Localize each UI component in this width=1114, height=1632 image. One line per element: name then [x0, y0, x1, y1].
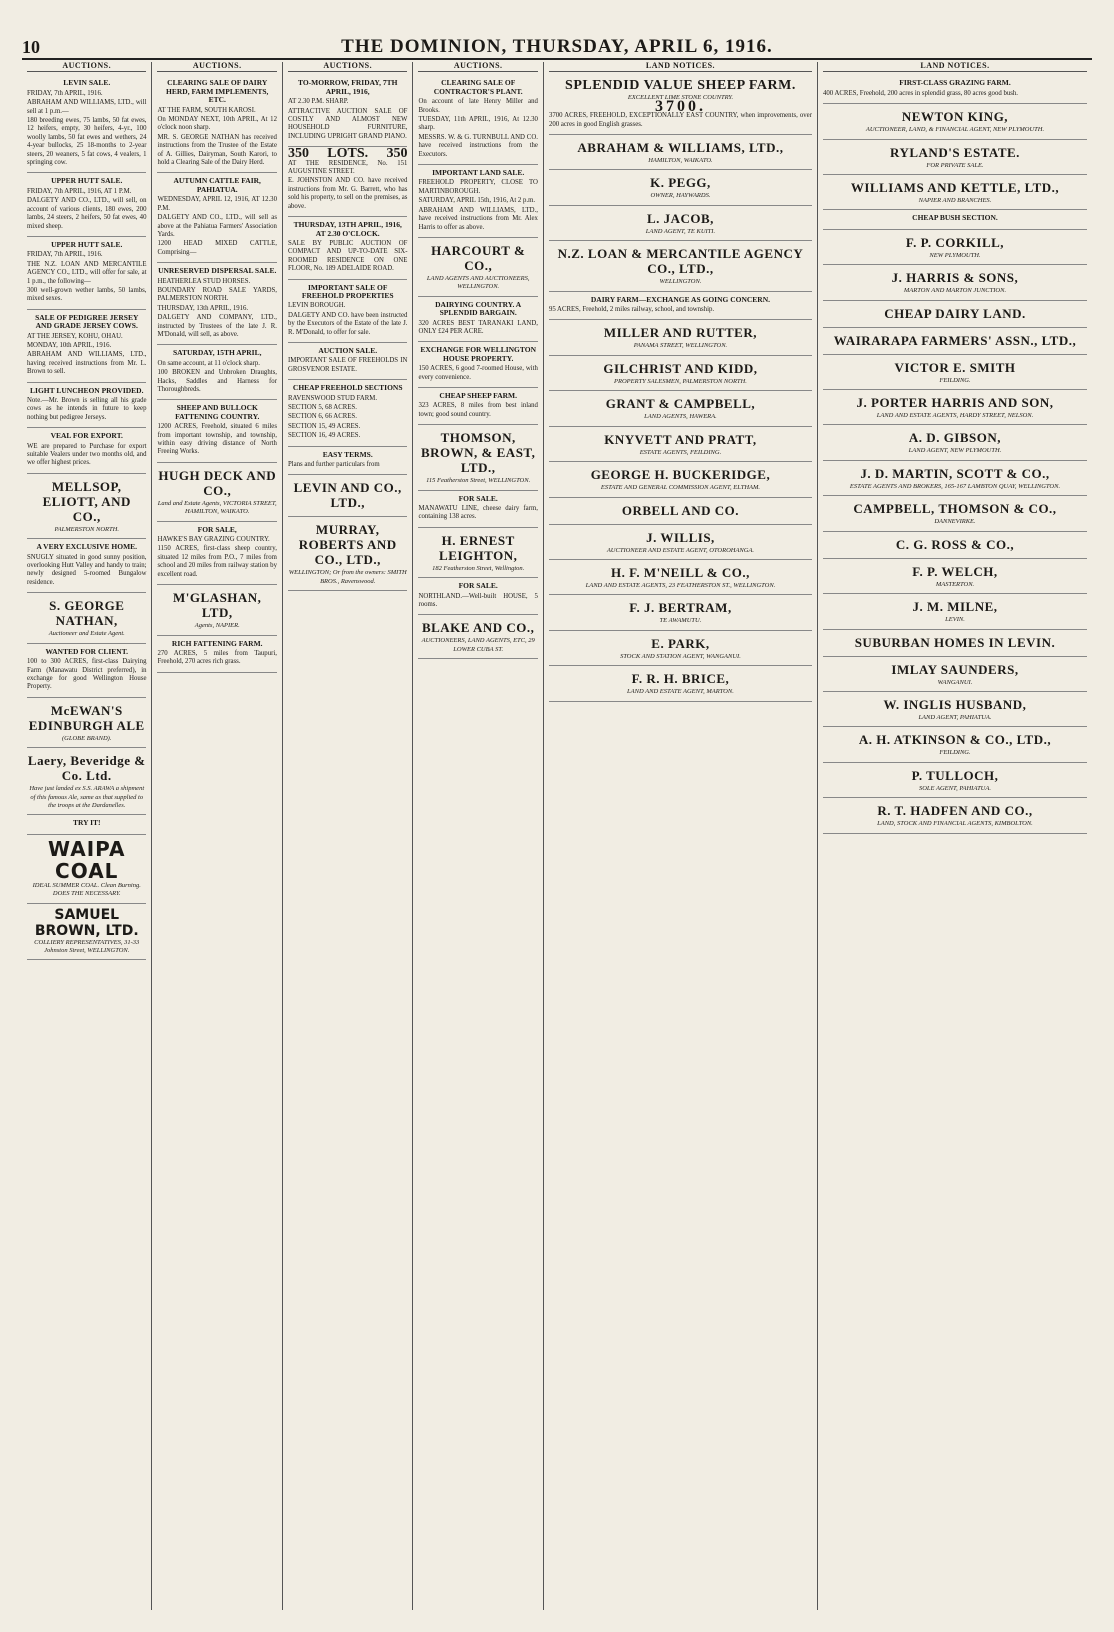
ad-body-text: TUESDAY, 11th APRIL, 1916, At 12.30 sharp.: [418, 116, 538, 132]
ad-heading: WANTED FOR CLIENT.: [45, 646, 129, 656]
advertisement: [823, 559, 1087, 594]
advertiser-name: J. HARRIS & SONS,: [891, 270, 1019, 286]
ad-body-text: SNUGLY situated in good sunny position, overlooking Hutt Valley and handy to train; newly designed 5-roomed Bungalow residence.: [27, 553, 147, 586]
advertisement: [549, 427, 812, 462]
advertiser-name: CHEAP DAIRY LAND.: [884, 305, 1026, 321]
advertisement: [288, 147, 407, 217]
advertiser-address: AUCTIONEER AND ESTATE AGENT, OTOROHANGA.: [606, 546, 755, 554]
advertisement: [157, 522, 276, 585]
advertisement: [157, 75, 276, 173]
ad-body-text: DALGETY AND CO., LTD., will sell, on account of various clients, 180 ewes, 200 lambs, 24 steers, 2 heifers, 50 fat ewes, 40 mixed sheep.: [27, 197, 147, 230]
ad-body-text: E. JOHNSTON AND CO. have received instructions from Mr. G. Barrett, who has sold his property, to sell on the premises, as above.: [287, 177, 408, 210]
advertisement: [27, 173, 146, 236]
advertisement: [27, 815, 146, 834]
advertisement: [823, 461, 1087, 496]
advertiser-address: LAND, STOCK AND FINANCIAL AGENTS, KIMBOLTON.: [877, 820, 1033, 828]
lots-text: LOTS.: [327, 146, 369, 162]
advertisement: [549, 356, 812, 391]
column-1: [22, 62, 152, 1610]
advertiser-address: Land and Estate Agents, VICTORIA STREET, HAMILTON, WAIKATO.: [157, 499, 277, 516]
column-2: [152, 62, 282, 1610]
advertiser-address: AUCTIONEERS, LAND AGENTS, ETC, 29 LOWER CUBA ST.: [421, 637, 535, 653]
advertisement: [27, 835, 146, 904]
advertisement: [823, 265, 1087, 300]
ad-body-text: ATTRACTIVE AUCTION SALE OF COSTLY AND ALMOST NEW HOUSEHOLD FURNITURE, INCLUDING UPRIGHT GRAND PIANO.: [287, 107, 408, 140]
advertiser-address: PROPERTY SALESMEN, PALMERSTON NORTH.: [614, 377, 747, 385]
ad-heading: FOR SALE,: [197, 524, 237, 534]
advertiser-address: ESTATE AGENTS AND BROKERS, 165-167 LAMBTON QUAY, WELLINGTON.: [849, 482, 1061, 490]
ad-body-text: On same account, at 11 o'clock sharp.: [157, 359, 260, 367]
advertiser-logo: WAIPA COAL: [48, 836, 126, 883]
advertisement: [549, 595, 812, 630]
advertiser-name: MURRAY, ROBERTS AND CO., LTD.,: [298, 522, 397, 568]
advertiser-name: M'GLASHAN, LTD,: [173, 590, 262, 621]
advertisement: [823, 630, 1087, 657]
advertiser-address: LAND AND ESTATE AGENTS, 23 FEATHERSTON ST., WELLINGTON.: [585, 581, 776, 589]
advertiser-name: F. R. H. BRICE,: [631, 671, 730, 687]
advertisement: [549, 241, 812, 291]
advertisement: [418, 238, 537, 297]
advertiser-name: C. G. ROSS & CO.,: [895, 536, 1015, 552]
ad-body-text: 1200 ACRES, Freehold, situated 6 miles from important township, and township, within easy driving distance of North Freeing Works.: [157, 423, 277, 456]
ad-body-text: 100 BROKEN and Unbroken Draughts, Hacks, Saddles and Harness for Thoroughbreds.: [157, 369, 277, 393]
ad-body-text: AT THE JERSEY, KOHU, OHAU.: [27, 332, 123, 340]
ad-heading: UNRESERVED DISPERSAL SALE.: [158, 266, 277, 276]
ad-banner-heading: SPLENDID VALUE SHEEP FARM.: [565, 78, 796, 94]
advertisement: [418, 491, 537, 528]
advertiser-address: LAND AGENT, TE KUITI.: [645, 227, 716, 235]
advertiser-name: GILCHRIST AND KIDD,: [603, 360, 758, 376]
ad-body-text: 323 ACRES, 8 miles from best inland town; good sound country.: [418, 402, 538, 418]
ad-heading: VEAL FOR EXPORT.: [50, 431, 123, 441]
newspaper-title: THE DOMINION, THURSDAY, APRIL 6, 1916.: [341, 36, 773, 57]
advertiser-name: CAMPBELL, THOMSON & CO.,: [853, 501, 1057, 517]
ad-heading: A VERY EXCLUSIVE HOME.: [36, 542, 138, 552]
ad-heading: CLEARING SALE OF DAIRY HERD, FARM IMPLEMENTS, ETC.: [166, 78, 269, 105]
advertiser-name: THOMSON, BROWN, & EAST, LTD.,: [421, 430, 536, 476]
advertisement: [823, 230, 1087, 265]
masthead: [22, 30, 1092, 60]
ad-body-text: 180 breeding ewes, 75 lambs, 50 fat ewes, 12 heifers, empty, 30 heifers, 4-yr., 100 woolly lambs, 50 fat ewes and wethers, 24 4-year bullocks, 25 18-months to 2-year steers, 20 weaners, 5 fat cows, 4 vealers, 1 springing cow.: [27, 117, 147, 167]
advertisement: [823, 175, 1087, 210]
advertisement: [157, 585, 276, 635]
advertisement: [823, 798, 1087, 833]
advertiser-address: LAND AGENTS, HAWERA.: [644, 413, 717, 421]
advertiser-address: DANNEVIRKE.: [934, 518, 976, 526]
ad-heading: IMPORTANT SALE OF FREEHOLD PROPERTIES: [301, 282, 394, 300]
advertiser-address: 115 Featherston Street, WELLINGTON.: [426, 477, 531, 485]
advertiser-name: J. PORTER HARRIS AND SON,: [856, 395, 1054, 411]
ad-heading: LIGHT LUNCHEON PROVIDED.: [30, 385, 144, 395]
ad-body-text: On account of late Henry Miller and Brooks.: [418, 98, 538, 114]
advertiser-name: N.Z. LOAN & MERCANTILE AGENCY CO., LTD.,: [557, 246, 804, 277]
ad-body-text: DALGETY AND CO., LTD., will sell as above at the Pahiatua Farmers' Association Yards.: [157, 214, 277, 238]
advertiser-name: H. ERNEST LEIGHTON,: [439, 532, 518, 563]
advertiser-name: J. D. MARTIN, SCOTT & CO.,: [860, 465, 1050, 481]
advertisement: [288, 447, 407, 476]
advertisement: [418, 75, 537, 165]
advertiser-name: A. H. ATKINSON & CO., LTD.,: [858, 732, 1052, 748]
ad-heading: IMPORTANT LAND SALE.: [432, 168, 525, 178]
advertiser-name: L. JACOB,: [646, 210, 714, 226]
ad-heading: AUCTION SALE.: [318, 345, 378, 355]
advertiser-name: HUGH DECK AND CO.,: [158, 467, 277, 498]
advertiser-name: GRANT & CAMPBELL,: [605, 396, 756, 412]
advertiser-name: F. P. WELCH,: [912, 563, 998, 579]
advertiser-name: NEWTON KING,: [901, 109, 1009, 125]
advertiser-address: PALMERSTON NORTH.: [54, 525, 119, 533]
column-heading: LAND NOTICES.: [823, 62, 1087, 72]
ad-heading: LEVIN SALE.: [63, 78, 111, 88]
advertisement: [157, 636, 276, 673]
lots-text: 350: [386, 146, 408, 162]
ad-body-text: FRIDAY, 7th APRIL, 1916.: [27, 251, 103, 259]
ad-body-text: SECTION 6, 66 ACRES.: [287, 413, 357, 421]
advertisement: [418, 578, 537, 615]
advertiser-name: LEVIN AND CO., LTD.,: [293, 480, 402, 511]
advertisement: [823, 727, 1087, 762]
advertiser-name: MELLSOP, ELIOTT, AND CO.,: [42, 478, 131, 524]
advertiser-name: RYLAND'S ESTATE.: [890, 144, 1020, 160]
advertisement: [418, 342, 537, 388]
column-5: [544, 62, 818, 1610]
ad-body-text: MR. S. GEORGE NATHAN has received instructions from the Trustee of the Estate of A. Gillies, Dairyman, South Karori, to hold a Clearing Sale of the Dairy Herd.: [157, 133, 277, 167]
advertisement: [823, 692, 1087, 727]
ad-body-text: AT THE FARM, SOUTH KAROSI.: [157, 106, 256, 114]
advertisement: [27, 904, 146, 961]
advertiser-address: IDEAL SUMMER COAL. Clean Burning. DOES THE NECESSARY.: [32, 881, 141, 898]
advertiser-name: WAIRARAPA FARMERS' ASSN., LTD.,: [833, 332, 1077, 348]
column-heading: AUCTIONS.: [288, 62, 407, 72]
advertisement: [823, 390, 1087, 425]
advertisement: [823, 532, 1087, 559]
ad-heading: SATURDAY, 15TH APRIL,: [172, 348, 262, 358]
ad-heading: EXCHANGE FOR WELLINGTON HOUSE PROPERTY.: [420, 345, 536, 363]
advertiser-name: J. M. MILNE,: [912, 599, 998, 615]
advertisement: [157, 400, 276, 462]
ad-body-text: On MONDAY NEXT, 10th APRIL, At 12 o'clock noon sharp.: [157, 116, 277, 132]
advertiser-name: P. TULLOCH,: [911, 767, 999, 783]
ad-body-text: MESSRS. W. & G. TURNBULL AND CO. have received instructions from the Executors.: [418, 133, 538, 158]
ad-body-text: Note.—Mr. Brown is selling all his grade cows as he intends in future to keep nothing but pedigree Jerseys.: [27, 397, 147, 421]
advertisement: [288, 343, 407, 380]
advertisement: [823, 657, 1087, 692]
advertisement: [823, 140, 1087, 175]
ad-body-text: 300 well-grown wether lambs, 50 lambs, mixed sexes.: [27, 286, 147, 303]
page-number: 10: [22, 37, 40, 57]
advertiser-logo: SAMUEL BROWN, LTD.: [34, 906, 139, 939]
advertiser-name: R. T. HADFEN AND CO.,: [877, 803, 1033, 819]
ad-heading: TRY IT!: [72, 818, 101, 828]
ad-body-text: ABRAHAM AND WILLIAMS, LTD., will sell at 1 p.m.—: [27, 99, 147, 115]
advertiser-address: ESTATE AND GENERAL COMMISSION AGENT, ELTHAM.: [600, 484, 761, 492]
advertiser-name: K. PEGG,: [650, 175, 711, 191]
advertiser-name: F. P. CORKILL,: [905, 234, 1005, 250]
advertisement: [157, 463, 276, 522]
advertiser-address: MASTERTON.: [935, 580, 975, 588]
advertisement: [823, 104, 1087, 139]
advertisement: [549, 170, 812, 205]
acreage-figure: 3700.: [654, 97, 706, 115]
ad-heading: AUTUMN CATTLE FAIR, PAHIATUA.: [173, 176, 261, 194]
advertisement: [549, 75, 812, 135]
advertisement: [823, 301, 1087, 328]
ad-body-text: FRIDAY, 7th APRIL, 1916.: [27, 89, 103, 97]
advertiser-address: FOR PRIVATE SALE.: [926, 161, 984, 169]
column-4: [413, 62, 543, 1610]
advertiser-name: S. GEORGE NATHAN,: [49, 598, 125, 629]
ad-body-text: WE are prepared to Purchase for export suitable Vealers under two months old, and we offer highest prices.: [27, 442, 147, 467]
ad-body-text: 95 ACRES, Freehold, 2 miles railway, school, and township.: [548, 306, 715, 314]
advertiser-address: Agents, NAPIER.: [194, 622, 240, 630]
ad-body-text: 270 ACRES, 5 miles from Taupuri, Freehold, 270 acres rich grass.: [157, 649, 277, 666]
ad-heading: RICH FATTENING FARM.: [171, 638, 263, 648]
advertiser-address: FEILDING.: [939, 376, 971, 384]
ad-body-text: ABRAHAM AND WILLIAMS, LTD., have received instructions from Mr. Alex Harris to offer as above.: [418, 206, 538, 231]
advertisement: [823, 75, 1087, 104]
advertiser-address: NAPIER AND BRANCHES.: [918, 197, 992, 205]
column-heading: AUCTIONS.: [27, 62, 146, 72]
advertisement: [823, 496, 1087, 531]
ad-body-text: THE N.Z. LOAN AND MERCANTILE AGENCY CO., LTD., will offer for sale, at 1 p.m., the following—: [27, 260, 147, 285]
ad-body-text: HAWKE'S BAY GRAZING COUNTRY.: [157, 536, 270, 544]
advertisement: [27, 383, 146, 429]
advertiser-address: NEW PLYMOUTH.: [929, 251, 981, 259]
ad-body-text: SECTION 5, 68 ACRES.: [287, 404, 357, 411]
advertiser-address: TE AWAMUTU.: [659, 617, 702, 625]
advertisement: [157, 345, 276, 400]
ad-heading: DAIRYING COUNTRY. A SPLENDID BARGAIN.: [435, 299, 522, 318]
advertisement: [288, 380, 407, 446]
advertiser-address: OWNER, HAYWARDS.: [650, 192, 711, 200]
ad-heading: TO-MORROW, FRIDAY, 7TH APRIL, 1916,: [297, 78, 398, 96]
column-3: [283, 62, 413, 1610]
advertisement: [823, 425, 1087, 460]
advertiser-address: FEILDING.: [939, 749, 971, 757]
advertisement: [288, 280, 407, 343]
advertiser-address: WELLINGTON; Or from the owners: SMITH BROS., Ravenswood.: [288, 569, 407, 585]
advertiser-address: (GLOBE BRAND).: [62, 734, 112, 742]
advertiser-name: H. F. M'NEILL & CO.,: [611, 564, 750, 580]
advertiser-name: VICTOR E. SMITH: [894, 359, 1016, 375]
ad-body-text: MONDAY, 10th APRIL, 1916.: [27, 341, 112, 349]
advertiser-address: EXCELLENT LIME STONE COUNTRY.: [627, 94, 734, 102]
ad-body-text: SECTION 16, 49 ACRES.: [287, 432, 361, 440]
advertisement: [418, 388, 537, 425]
ad-body-text: SECTION 15, 49 ACRES.: [287, 422, 361, 430]
ad-body-text: FRIDAY, 7th APRIL, 1916, AT 1 P.M.: [27, 187, 132, 195]
ad-heading: UPPER HUTT SALE.: [51, 239, 123, 249]
advertisement: [27, 75, 146, 173]
column-heading: AUCTIONS.: [157, 62, 276, 72]
lots-banner: [287, 146, 408, 162]
advertiser-address: LAND AGENT, NEW PLYMOUTH.: [908, 447, 1002, 455]
ad-body-text: 100 to 300 ACRES, first-class Dairying Farm (Manawatu District preferred), in exchange for good Wellington House Property.: [27, 658, 147, 691]
advertisement: [27, 237, 146, 310]
ad-heading: FIRST-CLASS GRAZING FARM.: [899, 78, 1011, 88]
advertisement: [157, 173, 276, 263]
ad-body-text: 150 ACRES, 6 good 7-roomed House, with every convenience.: [418, 365, 538, 381]
advertiser-address: WELLINGTON.: [659, 278, 702, 286]
ad-heading: SALE OF PEDIGREE JERSEY AND GRADE JERSEY COWS.: [35, 312, 139, 331]
advertiser-name: E. PARK,: [651, 635, 710, 651]
ad-heading: FOR SALE.: [458, 581, 498, 591]
advertisement: [418, 297, 537, 343]
advertisement: [549, 462, 812, 497]
ad-body-text: LEVIN BOROUGH.: [287, 302, 346, 310]
advertisement: [288, 517, 407, 591]
advertiser-address: LAND AND ESTATE AGENT, MARTON.: [627, 688, 734, 696]
advertiser-name: WILLIAMS AND KETTLE, LTD.,: [850, 180, 1060, 196]
advertisement: [288, 217, 407, 279]
advertisement: [549, 320, 812, 355]
ad-body-text: 3700 ACRES, FREEHOLD, EXCEPTIONALLY EAST COUNTRY, when improvements, over 200 acres in good English grasses.: [548, 112, 812, 128]
ad-body-text: 320 ACRES BEST TARANAKI LAND, ONLY £24 PER ACRE.: [418, 319, 538, 335]
ad-heading: DAIRY FARM—EXCHANGE AS GOING CONCERN.: [590, 294, 771, 304]
advertisement: [549, 292, 812, 321]
advertiser-address: PANAMA STREET, WELLINGTON.: [633, 342, 728, 350]
advertiser-address: COLLIERY REPRESENTATIVES, 31-33 Johnston Street, WELLINGTON.: [34, 938, 140, 954]
advertisement: [823, 763, 1087, 798]
advertiser-name: ABRAHAM & WILLIAMS, LTD.,: [577, 140, 784, 156]
ad-body-text: SATURDAY, APRIL 15th, 1916, At 2 p.m.: [418, 197, 536, 205]
advertiser-name: McEWAN'S EDINBURGH ALE: [28, 702, 145, 733]
ad-body-text: NORTHLAND.—Well-built HOUSE, 5 rooms.: [418, 592, 538, 609]
advertisement: [418, 528, 537, 578]
advertisement: [823, 210, 1087, 229]
advertiser-address: LAND AGENT, PAHIATUA.: [918, 713, 992, 721]
advertisement: [823, 328, 1087, 355]
advertisement: [418, 425, 537, 490]
columns-container: [22, 62, 1092, 1610]
advertisement: [823, 594, 1087, 629]
column-heading: LAND NOTICES.: [549, 62, 812, 72]
advertiser-name: ORBELL AND CO.: [621, 502, 740, 518]
ad-body-text: FREEHOLD PROPERTY, CLOSE TO MARTINBOROUGH.: [418, 179, 538, 195]
advertiser-name: SUBURBAN HOMES IN LEVIN.: [854, 634, 1056, 650]
advertiser-name: Laery, Beveridge & Co. Ltd.: [27, 753, 146, 784]
advertiser-address: AUCTIONEER, LAND, & FINANCIAL AGENT, NEW PLYMOUTH.: [865, 126, 1045, 134]
advertisement: [288, 75, 407, 147]
ad-body-text: HEATHERLEA STUD HORSES.: [157, 277, 251, 285]
advertisement: [27, 748, 146, 815]
advertiser-name: W. INGLIS HUSBAND,: [883, 696, 1027, 712]
advertisement: [27, 698, 146, 748]
advertisement: [549, 498, 812, 525]
advertiser-name: BLAKE AND CO.,: [421, 620, 535, 636]
ad-body-text: RAVENSWOOD STUD FARM.: [287, 394, 378, 402]
advertiser-name: A. D. GIBSON,: [908, 430, 1002, 446]
advertisement: [549, 206, 812, 241]
advertisement: [418, 615, 537, 659]
advertisement: [549, 135, 812, 170]
advertiser-address: Have just landed ex S.S. ARAWA a shipment of this famous Ale, same as that supplied to the troops at the Dardanelles.: [29, 785, 145, 809]
ad-body-text: AT THE RESIDENCE, No. 151 AUGUSTINE STREET.: [287, 159, 408, 176]
ad-body-text: THURSDAY, 13th APRIL, 1916.: [157, 304, 249, 312]
ad-heading: CLEARING SALE OF CONTRACTOR'S PLANT.: [433, 78, 523, 96]
advertiser-address: SOLE AGENT, PAHIATUA.: [918, 784, 991, 792]
advertiser-name: IMLAY SAUNDERS,: [891, 661, 1019, 677]
advertisement: [27, 474, 146, 539]
advertiser-name: KNYVETT AND PRATT,: [604, 431, 757, 447]
advertisement: [27, 644, 146, 698]
advertiser-address: 182 Featherston Street, Wellington.: [432, 564, 525, 572]
ad-body-text: MANAWATU LINE, cheese dairy farm, containing 138 acres.: [418, 505, 538, 521]
advertiser-name: MILLER AND RUTTER,: [603, 325, 757, 341]
advertisement: [823, 355, 1087, 390]
ad-body-text: DALGETY AND CO. have been instructed by the Executors of the Estate of the late J. R. M'Donald, to offer for sale.: [287, 311, 408, 336]
advertiser-address: LAND AND ESTATE AGENTS, HARDY STREET, NELSON.: [876, 412, 1034, 420]
ad-body-text: SALE BY PUBLIC AUCTION OF COMPACT AND UP-TO-DATE SIX-ROOMED RESIDENCE ON ONE FLOOR, No. 189 ADELAIDE ROAD.: [287, 239, 408, 273]
ad-heading: UPPER HUTT SALE.: [51, 176, 123, 186]
ad-heading: SHEEP AND BULLOCK FATTENING COUNTRY.: [175, 403, 260, 421]
advertiser-name: J. WILLIS,: [646, 529, 715, 545]
advertiser-address: HAMILTON, WAIKATO.: [648, 157, 713, 165]
advertisement: [27, 310, 146, 383]
ad-body-text: DALGETY AND COMPANY, LTD., instructed by Trustees of the late J. R. M'Donald, will sell, as above.: [157, 314, 277, 338]
ad-body-text: ABRAHAM AND WILLIAMS, LTD., having received instructions from Mr. L. Brown to sell.: [27, 351, 147, 376]
ad-heading: CHEAP BUSH SECTION.: [912, 213, 998, 223]
advertisement: [27, 428, 146, 474]
ad-body-text: Plans and further particulars from: [287, 461, 380, 469]
advertisement: [549, 391, 812, 426]
column-heading: AUCTIONS.: [418, 62, 537, 72]
ad-body-text: 1200 HEAD MIXED CATTLE, Comprising—: [157, 240, 277, 256]
advertiser-address: LAND AGENTS AND AUCTIONEERS, WELLINGTON.: [426, 274, 530, 291]
advertiser-name: F. J. BERTRAM,: [629, 600, 732, 616]
ad-body-text: BOUNDARY ROAD SALE YARDS, PALMERSTON NORTH.: [157, 286, 277, 303]
advertiser-name: HARCOURT & CO.,: [431, 242, 526, 273]
advertisement: [418, 165, 537, 238]
advertisement: [549, 666, 812, 701]
advertiser-address: ESTATE AGENTS, FEILDING.: [639, 448, 722, 456]
advertiser-address: Auctioneer and Estate Agent.: [48, 630, 125, 638]
ad-body-text: AT 2.30 P.M. SHARP.: [287, 98, 349, 106]
advertisement: [27, 593, 146, 643]
ad-heading: FOR SALE.: [458, 493, 498, 503]
advertisement: [549, 560, 812, 595]
advertisement: [27, 539, 146, 593]
advertisement: [157, 263, 276, 345]
advertisement: [549, 631, 812, 666]
ad-heading: EASY TERMS.: [322, 449, 373, 459]
ad-body-text: 400 ACRES, Freehold, 200 acres in splendid grass, 80 acres good bush.: [822, 89, 1018, 97]
ad-body-text: 1150 ACRES, first-class sheep country, situated 12 miles from P.O., 7 miles from school and 20 miles from railway station by excellent road.: [157, 545, 277, 578]
advertiser-address: WANGANUI.: [937, 678, 973, 686]
lots-text: 350: [287, 146, 309, 162]
column-6: [818, 62, 1092, 1610]
ad-heading: THURSDAY, 13TH APRIL, 1916, AT 2.30 O'CLOCK.: [293, 220, 402, 238]
advertiser-name: GEORGE H. BUCKERIDGE,: [590, 467, 771, 483]
ad-body-text: IMPORTANT SALE OF FREEHOLDS IN GROSVENOR ESTATE.: [287, 357, 408, 373]
advertiser-address: MARTON AND MARTON JUNCTION.: [903, 287, 1007, 295]
advertiser-address: STOCK AND STATION AGENT, WANGANUI.: [620, 652, 741, 660]
ad-body-text: WEDNESDAY, APRIL 12, 1916, AT 12.30 P.M.: [157, 196, 277, 212]
advertisement: [288, 475, 407, 517]
ad-heading: CHEAP FREEHOLD SECTIONS: [292, 383, 403, 393]
advertisement: [549, 525, 812, 560]
ad-heading: CHEAP SHEEP FARM.: [439, 390, 517, 400]
advertiser-address: LEVIN.: [945, 616, 965, 624]
